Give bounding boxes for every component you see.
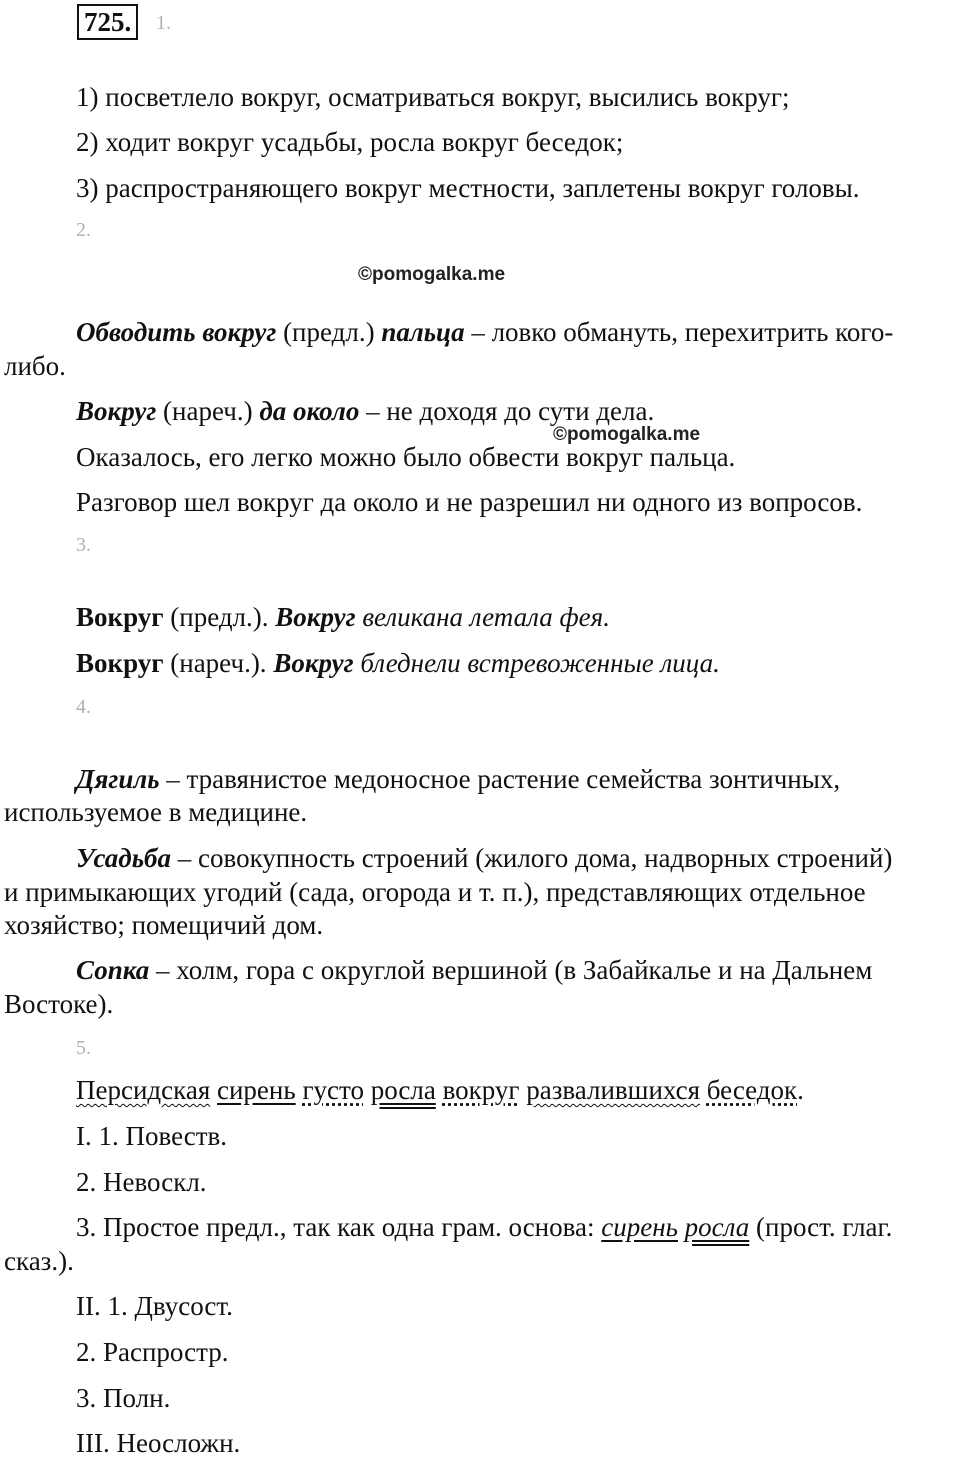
answer-line-2: 2) ходит вокруг усадьбы, росла вокруг беседок;: [76, 127, 624, 157]
analysis-line: 3. Полн.: [76, 1383, 171, 1413]
usage-example-adverb: [76, 646, 720, 680]
adverbial-word: беседок: [706, 1075, 798, 1105]
example-sentence-2: Разговор шел вокруг да около и не разрешил ни одного из вопросов.: [76, 487, 863, 517]
section-number-3: 3.: [76, 534, 91, 556]
definition-continuation: и примыкающих угодий (сада, огорода и т. п.), представляющих отдельное: [4, 877, 866, 907]
definition-text: – совокупность строений (жилого дома, надворных строений): [171, 843, 893, 873]
answer-line-3: 3) распространяющего вокруг местности, заплетены вокруг головы.: [76, 173, 860, 203]
attribute-word: развалившихся: [526, 1075, 701, 1105]
section-number-1: 1.: [156, 12, 171, 34]
adverbial-word: вокруг: [442, 1075, 520, 1105]
word: Вокруг: [76, 602, 164, 632]
definition-continuation: используемое в медицине.: [4, 797, 308, 827]
analysis-line: [76, 1210, 892, 1244]
term: Сопка: [76, 955, 150, 985]
idiom-term: Вокруг: [76, 396, 157, 426]
analysis-line: II. 1. Двусост.: [76, 1291, 233, 1321]
definition-continuation: либо.: [4, 351, 66, 381]
idiom-definition-1: [76, 315, 893, 349]
term: Дягиль: [76, 764, 160, 794]
definition-text: – травянистое медоносное растение семейства зонтичных,: [159, 764, 841, 794]
predicate-word: росла: [370, 1075, 436, 1105]
analysis-line: 2. Невоскл.: [76, 1167, 207, 1197]
part-of-speech: (предл.): [276, 317, 382, 347]
watermark: ©pomogalka.me: [358, 264, 506, 285]
section-number-4: 4.: [76, 696, 91, 718]
word: Вокруг: [76, 648, 164, 678]
example-text: великана летала фея.: [355, 602, 610, 632]
word: Вокруг: [273, 648, 354, 678]
parsed-sentence: [76, 1073, 804, 1107]
definition-text: – холм, гора с округлой вершиной (в Забайкалье и на Дальнем: [149, 955, 873, 985]
analysis-line: I. 1. Повеств.: [76, 1121, 228, 1151]
idiom-term: Обводить вокруг: [76, 317, 277, 347]
part-of-speech: (предл.).: [163, 602, 276, 632]
idiom-term: пальца: [381, 317, 465, 347]
subject-word: сирень: [601, 1212, 678, 1242]
definition-sopka: [76, 953, 872, 987]
analysis-continuation: сказ.).: [4, 1246, 74, 1276]
definition-usadba: [76, 841, 892, 875]
analysis-line: III. Неосложн.: [76, 1428, 241, 1458]
definition-dyagil: [76, 762, 840, 796]
example-text: бледнели встревоженные лица.: [353, 648, 720, 678]
term: Усадьба: [76, 843, 172, 873]
exercise-number: 725.: [77, 4, 138, 40]
idiom-term: да около: [259, 396, 360, 426]
part-of-speech: (нареч.): [156, 396, 260, 426]
subject-word: сирень: [217, 1075, 296, 1105]
part-of-speech: (нареч.).: [163, 648, 274, 678]
sentence-period: .: [797, 1075, 804, 1105]
section-number-2: 2.: [76, 219, 91, 241]
word: Вокруг: [275, 602, 356, 632]
analysis-text: (прост. глаг.: [749, 1212, 893, 1242]
definition-continuation: Востоке).: [4, 989, 114, 1019]
example-sentence-1: Оказалось, его легко можно было обвести вокруг пальца.: [76, 442, 736, 472]
usage-example-preposition: [76, 600, 610, 634]
definition-text: – ловко обмануть, перехитрить кого-: [464, 317, 894, 347]
definition-text: – не доходя до сути дела.: [359, 396, 655, 426]
adverbial-word: густо: [302, 1075, 364, 1105]
definition-continuation: хозяйство; помещичий дом.: [4, 910, 324, 940]
predicate-word: росла: [684, 1212, 750, 1242]
attribute-word: Персидская: [76, 1075, 211, 1105]
section-number-5: 5.: [76, 1037, 91, 1059]
watermark: ©pomogalka.me: [553, 424, 701, 445]
answer-line-1: 1) посветлело вокруг, осматриваться вокруг, высились вокруг;: [76, 82, 790, 112]
analysis-text: 3. Простое предл., так как одна грам. основа:: [76, 1212, 602, 1242]
analysis-line: 2. Распростр.: [76, 1337, 229, 1367]
